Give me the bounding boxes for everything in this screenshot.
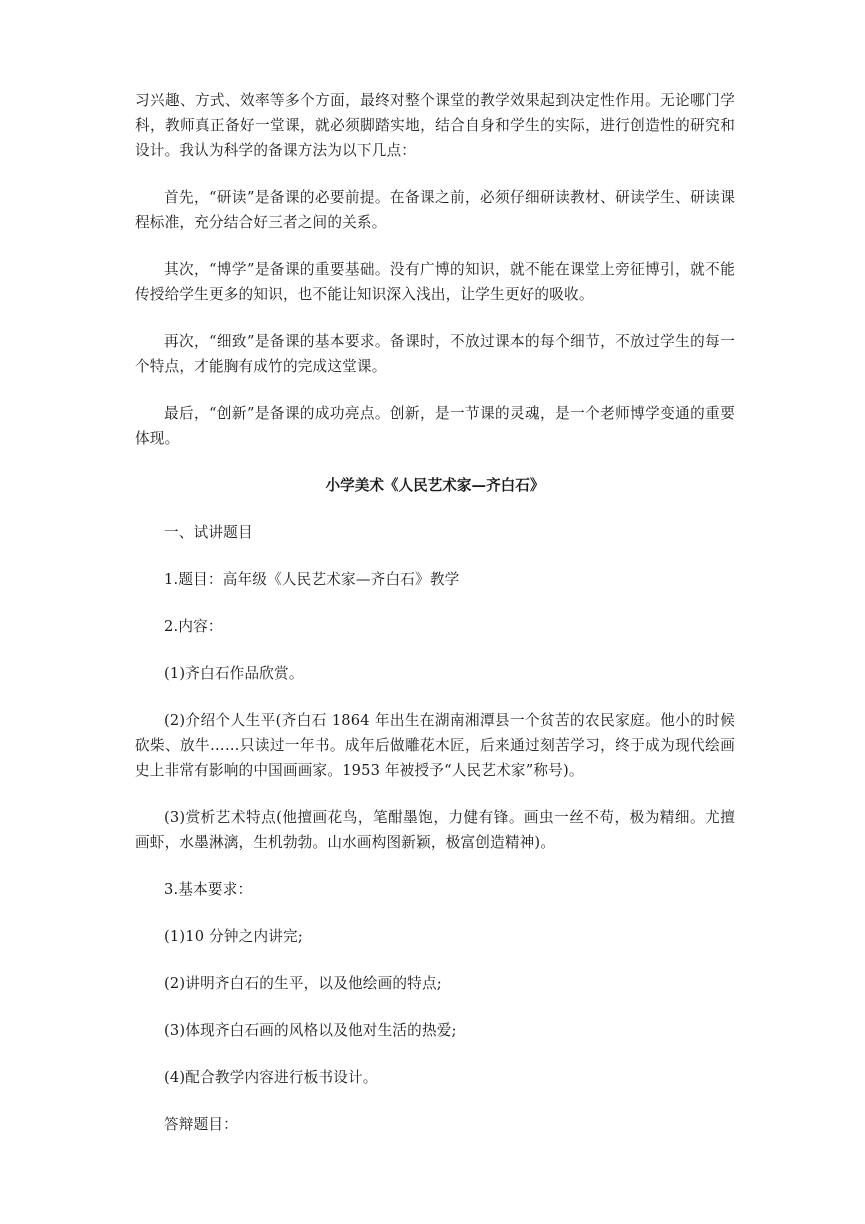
heading-trial-topic: 一、试讲题目 <box>164 524 253 541</box>
paragraph-research: 首先，“研读”是备课的必要前提。在备课之前，必须仔细研读教材、研读学生、研读课程标准，充分结合好三者之间的关系。 <box>135 189 735 231</box>
item-content-2: (2)介绍个人生平(齐白石 1864 年出生在湖南湘潭县一个贫苦的农民家庭。他小的时候砍柴、放牛……只读过一年书。成年后做雕花木匠，后来通过刻苦学习，终于成为现代绘画史上非常有影响的中国画画家。1953 年被授予“人民艺术家”称号)。 <box>135 712 735 779</box>
item-topic: 1.题目：高年级《人民艺术家—齐白石》教学 <box>164 571 460 588</box>
item-content-1: (1)齐白石作品欣赏。 <box>164 665 304 682</box>
item-content-3: (3)赏析艺术特点(他擅画花鸟，笔酣墨饱，力健有锋。画虫一丝不苟，极为精细。尤擅画虾，水墨淋漓，生机勃勃。山水画构图新颖，极富创造精神)。 <box>135 809 735 851</box>
section-title: 小学美术《人民艺术家—齐白石》 <box>325 477 545 494</box>
paragraph-innovation: 最后，“创新”是备课的成功亮点。创新，是一节课的灵魂，是一个老师博学变通的重要体现。 <box>135 405 735 447</box>
paragraph-detail: 再次，“细致”是备课的基本要求。备课时，不放过课本的每个细节，不放过学生的每一个特点，才能胸有成竹的完成这堂课。 <box>135 333 735 375</box>
item-requirement-4: (4)配合教学内容进行板书设计。 <box>164 1069 378 1086</box>
document-body <box>135 88 735 1159</box>
item-requirement-1: (1)10 分钟之内讲完; <box>164 928 303 945</box>
item-content-heading: 2.内容： <box>164 618 223 635</box>
item-requirements-heading: 3.基本要求： <box>164 881 253 898</box>
item-defense-heading: 答辩题目： <box>164 1116 238 1133</box>
item-requirement-2: (2)讲明齐白石的生平，以及他绘画的特点; <box>164 975 442 992</box>
item-requirement-3: (3)体现齐白石画的风格以及他对生活的热爱; <box>164 1022 457 1039</box>
paragraph-erudition: 其次，“博学”是备课的重要基础。没有广博的知识，就不能在课堂上旁征博引，就不能传授给学生更多的知识，也不能让知识深入浅出，让学生更好的吸收。 <box>135 261 735 303</box>
intro-paragraph: 习兴趣、方式、效率等多个方面，最终对整个课堂的教学效果起到决定性作用。无论哪门学科，教师真正备好一堂课，就必须脚踏实地，结合自身和学生的实际，进行创造性的研究和设计。我认为科学的备课方法为以下几点： <box>135 92 735 159</box>
